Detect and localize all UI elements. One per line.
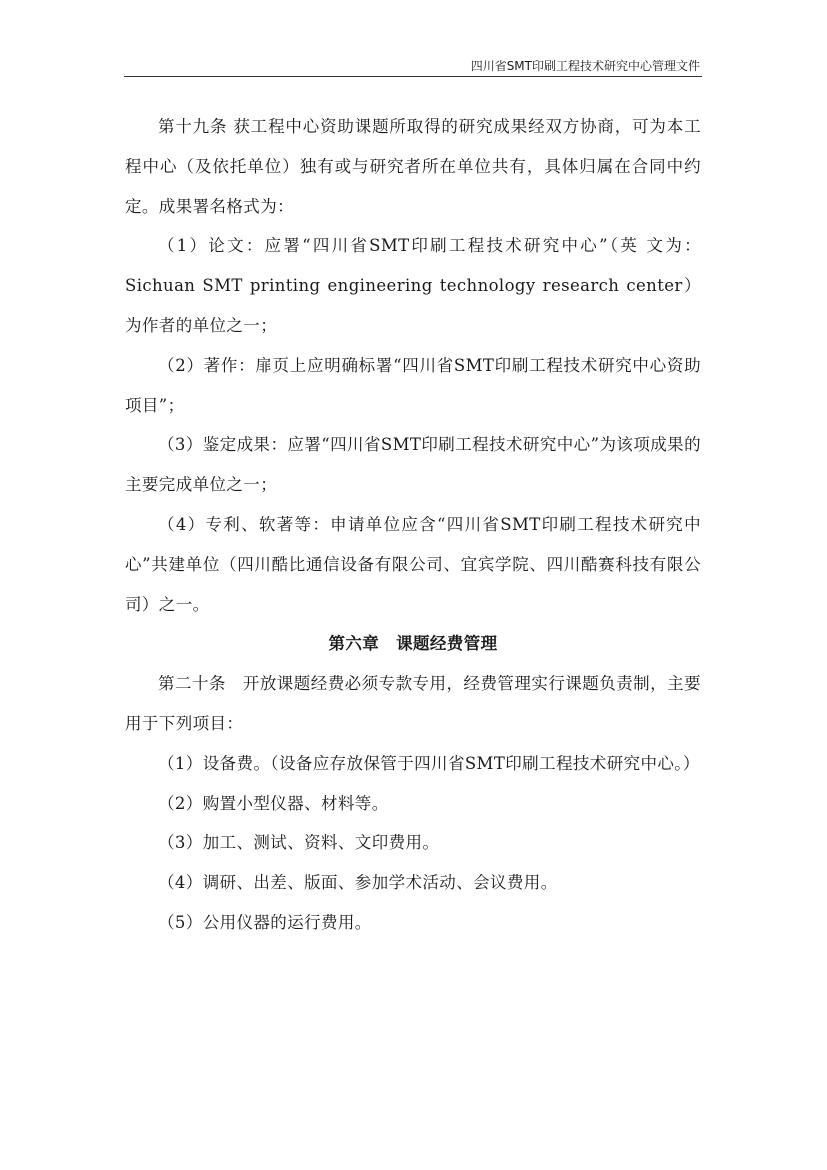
chapter-6-heading: 第六章 课题经费管理 [328, 634, 498, 654]
article-20-paragraph: 第二十条 开放课题经费必须专款专用，经费管理实行课题负责制，主要用于下列项目： [125, 674, 701, 733]
header-title: 四川省SMT印刷工程技术研究中心管理文件 [470, 59, 700, 73]
expense-item-research-travel: （4）调研、出差、版面、参加学术活动、会议费用。 [158, 873, 558, 893]
expense-item-equipment: （1）设备费。（设备应存放保管于四川省SMT印刷工程技术研究中心。） [158, 753, 700, 773]
expense-item-operation: （5）公用仪器的运行费用。 [158, 912, 372, 932]
document-body [125, 107, 701, 943]
item-paper-paragraph: （1）论文：应署“四川省SMT印刷工程技术研究中心”（英 文为：Sichuan SMT printing engineering technology research center）为作者的单位之一； [125, 236, 701, 335]
item-appraisal-paragraph: （3）鉴定成果：应署“四川省SMT印刷工程技术研究中心”为该项成果的主要完成单位之一； [125, 435, 701, 495]
page-header [124, 0, 702, 77]
item-book-paragraph: （2）著作：扉页上应明确标署“四川省SMT印刷工程技术研究中心资助项目”； [125, 355, 701, 415]
expense-item-processing: （3）加工、测试、资料、文印费用。 [158, 833, 440, 853]
item-patent-paragraph: （4）专利、软著等：申请单位应含“四川省SMT印刷工程技术研究中心”共建单位（四川酷比通信设备有限公司、宜宾学院、四川酷赛科技有限公司）之一。 [125, 514, 701, 614]
article-19-paragraph: 第十九条 获工程中心资助课题所取得的研究成果经双方协商，可为本工程中心（及依托单位）独有或与研究者所在单位共有，具体归属在合同中约定。成果署名格式为： [125, 117, 701, 216]
expense-item-instruments: （2）购置小型仪器、材料等。 [158, 793, 389, 813]
